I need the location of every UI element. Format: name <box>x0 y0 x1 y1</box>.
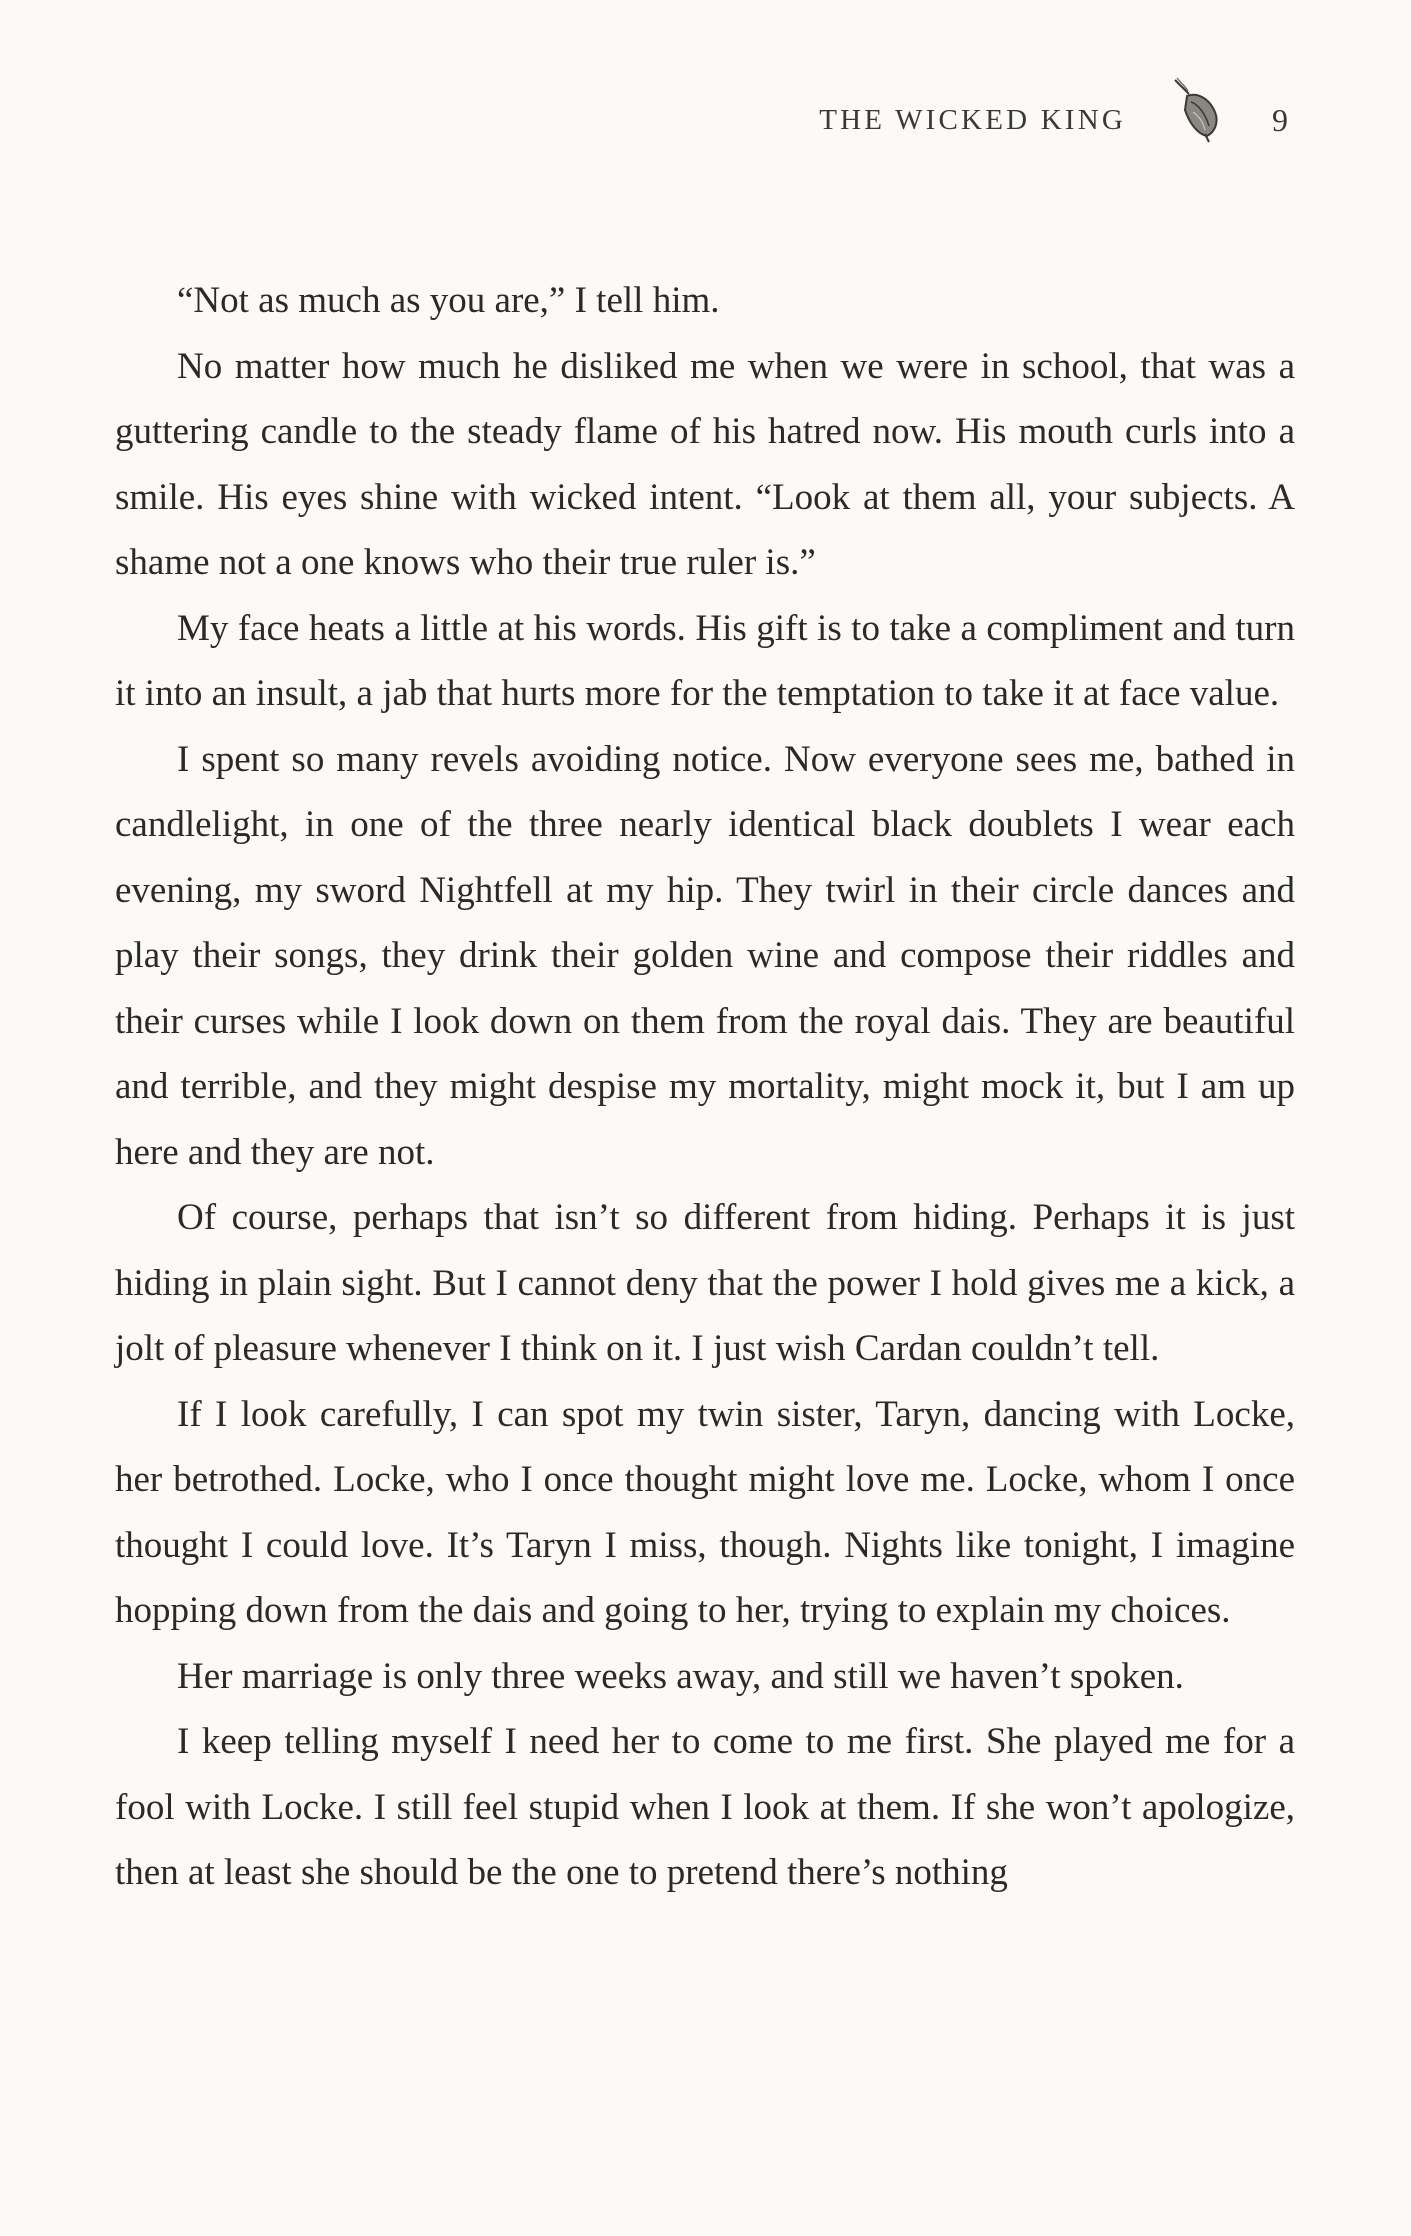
paragraph: Of course, perhaps that isn’t so different from hiding. Perhaps it is just hiding in plain sight. But I cannot deny that the power I hold gives me a kick, a jolt of pleasure whenever I think on it. I just wish Cardan couldn’t tell. <box>115 1197 1295 1369</box>
paragraph: Her marriage is only three weeks away, and still we haven’t spoken. <box>177 1655 1184 1697</box>
running-title: THE WICKED KING <box>819 104 1126 136</box>
quill-nib-icon <box>1167 74 1227 144</box>
page-number: 9 <box>1272 102 1288 138</box>
paragraph: I keep telling myself I need her to come to me first. She played me for a fool with Locke. I still feel stupid when I look at them. If she won’t apologize, then at least she should be the one to pretend there’s nothing <box>115 1721 1295 1893</box>
paragraph: I spent so many revels avoiding notice. Now everyone sees me, bathed in candlelight, in one of the three nearly identical black doublets I wear each evening, my sword Nightfell at my hip. They twirl in their circle dances and play their songs, they drink their golden wine and compose their riddles and their curses while I look down on them from the royal dais. They are beautiful and terrible, and they might despise my mortality, might mock it, but I am up here and they are not. <box>115 738 1295 1173</box>
paragraph: If I look carefully, I can spot my twin sister, Taryn, dancing with Locke, her betrothed. Locke, who I once thought might love me. Locke, whom I once thought I could love. It’s Taryn I miss, though. Nights like tonight, I imagine hopping down from the dais and going to her, trying to explain my choices. <box>115 1393 1295 1631</box>
paragraph: No matter how much he disliked me when we were in school, that was a guttering candle to the steady flame of his hatred now. His mouth curls into a smile. His eyes shine with wicked intent. “Look at them all, your subjects. A shame not a one knows who their true ruler is.” <box>115 345 1295 583</box>
body-text <box>115 268 1295 1906</box>
paragraph: “Not as much as you are,” I tell him. <box>177 280 720 321</box>
paragraph: My face heats a little at his words. His gift is to take a compliment and turn it into an insult, a jab that hurts more for the temptation to take it at face value. <box>115 607 1295 714</box>
running-header <box>0 100 1411 160</box>
